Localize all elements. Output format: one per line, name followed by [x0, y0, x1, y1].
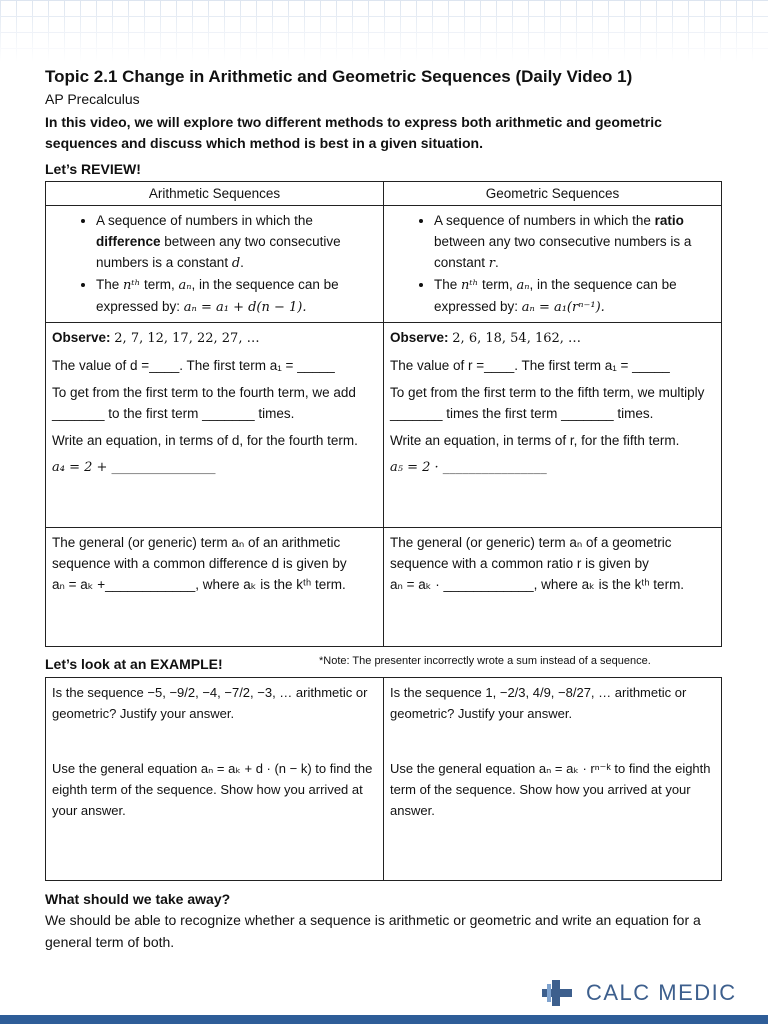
example-header — [45, 655, 725, 673]
takeaway-text: We should be able to recognize whether a sequence is arithmetic or geometric and write an equation for a general term of both. — [45, 912, 701, 950]
arith-header: Arithmetic Sequences — [46, 182, 384, 206]
example-left-q2: Use the general equation aₙ = aₖ + d · (n − k) to find the eighth term of the sequence. Show how you arrived at your answer. — [52, 761, 373, 818]
arith-general-text: The general (or generic) term aₙ of an arithmetic sequence with a common difference d is given by — [52, 535, 347, 571]
intro-text: In this video, we will explore two different methods to express both arithmetic and geometric sequences and discuss which method is best in a given situation. — [45, 114, 662, 151]
footer-bar — [0, 1015, 768, 1024]
geo-formula: aₙ = a₁(rⁿ⁻¹). — [521, 300, 605, 315]
geo-observe-cell — [384, 323, 722, 528]
takeaway-heading: What should we take away? — [45, 891, 231, 907]
geo-equation: a₅ = 2 · ________________ — [390, 460, 547, 475]
arith-general-equation: aₙ = aₖ +____________, where aₖ is the kᵗʰ term. — [52, 577, 346, 592]
worksheet — [45, 66, 725, 953]
arith-value-line: The value of d =____. The first term a₁ = _____ — [52, 358, 335, 373]
arith-observe: Observe: 2, 7, 12, 17, 22, 27, … — [52, 330, 260, 346]
review-label: Let’s REVIEW! — [45, 161, 141, 177]
geo-observe: Observe: 2, 6, 18, 54, 162, … — [390, 330, 582, 346]
brand-name: CALC MEDIC — [586, 980, 737, 1005]
arith-definition-cell — [46, 206, 384, 323]
page-title: Topic 2.1 Change in Arithmetic and Geometric Sequences (Daily Video 1) — [45, 67, 633, 86]
geo-bullet-2: • The nᵗʰ term, aₙ, in the sequence can be expressed by: aₙ = a₁(rⁿ⁻¹). — [434, 274, 715, 318]
arith-general-cell — [46, 528, 384, 647]
example-left-q1: Is the sequence −5, −9/2, −4, −7/2, −3, … arithmetic or geometric? Justify your answer. — [52, 685, 368, 721]
geo-general-cell — [384, 528, 722, 647]
arith-observe-cell — [46, 323, 384, 528]
geo-value-line: The value of r =____. The first term a₁ = _____ — [390, 358, 670, 373]
arith-bullet-1: • A sequence of numbers in which the difference between any two consecutive numbers is a constant d. — [96, 210, 377, 274]
arith-bullet-2: • The nᵗʰ term, aₙ, in the sequence can be expressed by: aₙ = a₁ + d(n − 1). — [96, 274, 377, 318]
geo-write: Write an equation, in terms of r, for the fifth term. — [390, 433, 680, 448]
medical-cross-icon — [540, 978, 574, 1008]
geo-bullet-1: • A sequence of numbers in which the ratio between any two consecutive numbers is a constant r. — [434, 210, 715, 274]
example-left-cell — [46, 678, 384, 881]
geo-definition-cell — [384, 206, 722, 323]
arith-equation: a₄ = 2 + ________________ — [52, 460, 216, 475]
geo-header: Geometric Sequences — [384, 182, 722, 206]
example-table — [45, 677, 722, 881]
geo-steps: To get from the first term to the fifth term, we multiply _______ times the first term _______ times. — [390, 385, 705, 421]
example-right-q2: Use the general equation aₙ = aₖ · rⁿ⁻ᵏ to find the eighth term of the sequence. Show how you arrived at your answer. — [390, 761, 711, 818]
header-grid-decoration — [0, 0, 768, 62]
calc-medic-logo — [540, 978, 737, 1008]
presenter-note: *Note: The presenter incorrectly wrote a sum instead of a sequence. — [319, 655, 651, 667]
review-table — [45, 181, 722, 647]
example-right-q1: Is the sequence 1, −2/3, 4/9, −8/27, … arithmetic or geometric? Justify your answer. — [390, 685, 687, 721]
arith-formula: aₙ = a₁ + d(n − 1). — [183, 300, 307, 315]
course-subtitle: AP Precalculus — [45, 91, 140, 107]
arith-steps: To get from the first term to the fourth term, we add _______ to the first term _______ times. — [52, 385, 356, 421]
geo-general-equation: aₙ = aₖ · ____________, where aₖ is the kᵗʰ term. — [390, 577, 685, 592]
arith-write: Write an equation, in terms of d, for the fourth term. — [52, 433, 358, 448]
example-label: Let’s look at an EXAMPLE! — [45, 656, 223, 672]
geo-general-text: The general (or generic) term aₙ of a geometric sequence with a common ratio r is given by — [390, 535, 672, 571]
example-right-cell — [384, 678, 722, 881]
